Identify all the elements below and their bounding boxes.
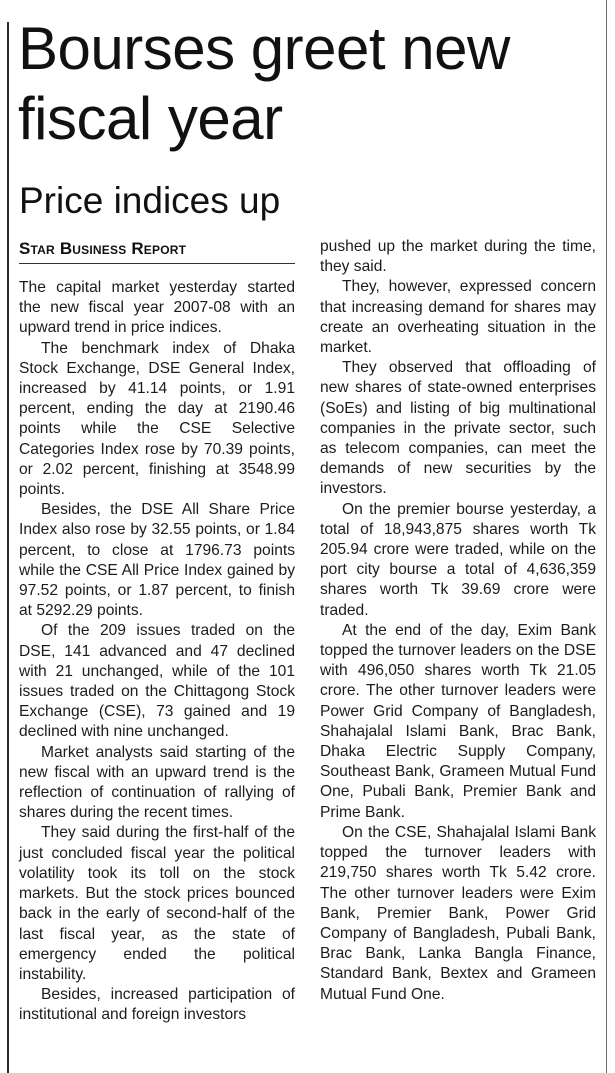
paragraph: Of the 209 issues traded on the DSE, 141 advanced and 47 declined with 21 unchanged, while of the 101 issues traded on the Chittagong Stock Exchange (CSE), 73 gained and 19 declined with nine unchanged. — [19, 622, 295, 741]
subheadline: Price indices up — [19, 180, 281, 221]
paragraph: The capital market yesterday started the new fiscal year 2007-08 with an upward trend in price indices. — [19, 279, 295, 337]
paragraph: They observed that offloading of new shares of state-owned enterprises (SoEs) and listing of big multinational companies in the private sector, such as telecom companies, can meet the demands of new securities by the investors. — [320, 359, 596, 498]
paragraph: Besides, the DSE All Share Price Index also rose by 32.55 points, or 1.84 percent, to close at 1796.73 points while the CSE All Price Index gained by 97.52 points, or 1.87 percent, to finish at 5292.29 points. — [19, 501, 295, 620]
paragraph: Besides, increased participation of institutional and foreign investors — [19, 986, 295, 1024]
paragraph: They, however, expressed concern that increasing demand for shares may create an overheating situation in the market. — [320, 278, 596, 357]
byline: Star Business Report — [19, 238, 295, 264]
right-column — [320, 237, 596, 1005]
left-column — [19, 278, 295, 1026]
left-column-rule — [7, 22, 9, 1073]
right-edge-rule — [606, 0, 607, 1073]
paragraph: On the premier bourse yesterday, a total of 18,943,875 shares worth Tk 205.94 crore were traded, while on the port city bourse a total of 4,636,359 shares worth Tk 39.69 crore were traded. — [320, 500, 596, 619]
paragraph: The benchmark index of Dhaka Stock Exchange, DSE General Index, increased by 41.14 points, or 1.91 percent, ending the day at 2190.46 points while the CSE Selective Categories Index rose by 70.39 points, or 2.02 percent, finishing at 3548.99 points. — [19, 339, 295, 499]
paragraph: pushed up the market during the time, they said. — [320, 238, 596, 276]
paragraph: At the end of the day, Exim Bank topped the turnover leaders on the DSE with 496,050 shares worth Tk 21.05 crore. The other turnover leaders were Power Grid Company of Bangladesh, Shahajalal Islami Bank, Brac Bank, Dhaka Electric Supply Company, Southeast Bank, Grameen Mutual Fund One, Pubali Bank, Premier Bank and Prime Bank. — [320, 621, 596, 821]
paragraph: On the CSE, Shahajalal Islami Bank topped the turnover leaders with 219,750 shares worth Tk 5.42 crore. The other turnover leaders were Exim Bank, Premier Bank, Power Grid Company of Bangladesh, Pubali Bank, Brac Bank, Lanka Bangla Finance, Standard Bank, Bextex and Grameen Mutual Fund One. — [320, 823, 596, 1003]
paragraph: They said during the first-half of the just concluded fiscal year the political volatility took its toll on the stock markets. But the stock prices bounced back in the early of second-half of the last fiscal year, as the state of emergency ended the political instability. — [19, 824, 295, 983]
headline: Bourses greet new fiscal year — [18, 15, 510, 152]
paragraph: Market analysts said starting of the new fiscal with an upward trend is the reflection of continuation of rallying of shares during the recent times. — [19, 743, 295, 822]
